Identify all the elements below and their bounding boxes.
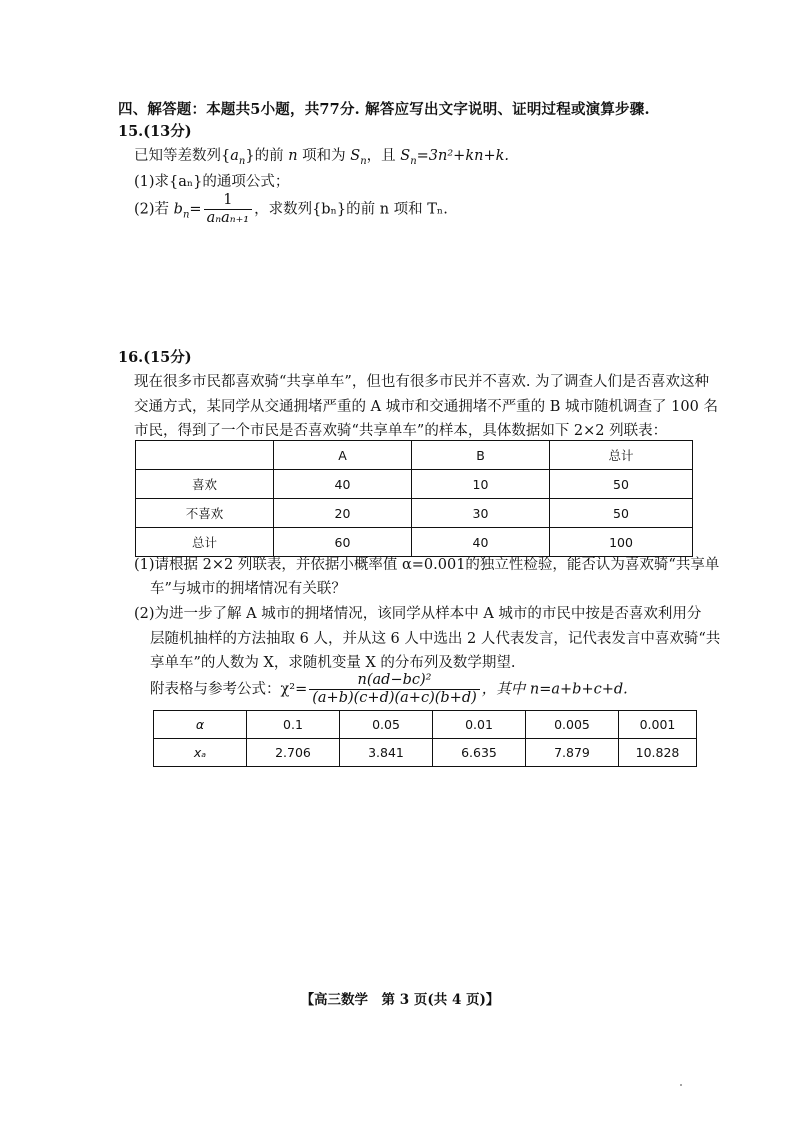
table-cell: 总计 [136,528,274,557]
table-cell: 不喜欢 [136,499,274,528]
table-cell: 0.1 [247,711,340,739]
table-cell [136,441,274,470]
table-cell: 0.05 [340,711,433,739]
table-row [136,470,693,499]
table-cell: 40 [412,528,550,557]
contingency-table [135,440,693,557]
chi-square-fraction: $\frac{\text{n(ad−bc)²}}{(a+b)(c+d)(a+c)(b+d)}$ [309,672,480,707]
table-cell: 6.635 [433,739,526,767]
table-row [136,499,693,528]
fraction-1-over-an-an1: $\frac{1}{\text{aₙaₙ₊₁}}$ [204,192,253,227]
table-cell: 60 [274,528,412,557]
critical-value-table [153,710,697,767]
table-cell: 0.001 [619,711,697,739]
question-15-part-1: (1)求{aₙ}的通项公式； [134,174,290,190]
page-footer: 【高三数学 第 3 页(共 4 页)】 [300,992,500,1008]
table-cell: α [154,711,247,739]
question-16-part-2-line-1: (2)为进一步了解 A 城市的拥堵情况，该同学从样本中 A 城市的市民中按是否喜欢利用分 [134,606,702,622]
table-cell: 7.879 [526,739,619,767]
question-16-intro-line-1: 现在很多市民都喜欢骑“共享单车”，但也有很多市民并不喜欢. 为了调查人们是否喜欢这种 [134,374,710,390]
table-cell: 50 [550,499,693,528]
table-cell: B [412,441,550,470]
question-16-part-1-line-2: 车”与城市的拥堵情况有关联？ [150,581,346,597]
table-cell: 总计 [550,441,693,470]
table-cell: 10.828 [619,739,697,767]
reference-formula: 附表格与参考公式：χ²= $\frac{\text{n(ad−bc)²}}{(a+b)(c+d)(a+c)(b+d)}$ ，其中 n=a+b+c+d. [150,672,628,706]
table-header-row [136,441,693,470]
table-cell: 50 [550,470,693,499]
section-heading: 四、解答题：本题共5小题，共77分. 解答应写出文字说明、证明过程或演算步骤. [118,101,650,118]
question-15-stem: 已知等差数列$\{a_n\}$的前 n 项和为 $S_n$，且 $S_n=3n^2+kn+k$. [134,148,509,167]
question-16-intro-line-3: 市民，得到了一个市民是否喜欢骑“共享单车”的样本，具体数据如下 2×2 列联表： [134,423,668,439]
table-row [154,739,697,767]
question-16-part-2-line-3: 享单车”的人数为 X，求随机变量 X 的分布列及数学期望. [150,655,516,671]
table-cell: 40 [274,470,412,499]
table-cell: 0.01 [433,711,526,739]
table-cell: 喜欢 [136,470,274,499]
table-cell: A [274,441,412,470]
table-cell: 30 [412,499,550,528]
question-15-number: 15.(13分) [118,123,192,140]
table-cell: 10 [412,470,550,499]
table-cell: xₐ [154,739,247,767]
question-16-intro-line-2: 交通方式，某同学从交通拥堵严重的 A 城市和交通拥堵不严重的 B 城市随机调查了 100 名 [134,399,718,415]
table-cell: 20 [274,499,412,528]
table-cell: 0.005 [526,711,619,739]
scan-speck [680,1084,682,1086]
question-15-part-2: (2)若 $b_n=$ $\frac{1}{\text{aₙaₙ₊₁}}$ ，求数列{bₙ}的前 n 项和 Tₙ. [134,192,448,226]
table-cell: 2.706 [247,739,340,767]
table-cell: 3.841 [340,739,433,767]
table-row [154,711,697,739]
question-16-part-1-line-1: (1)请根据 2×2 列联表，并依据小概率值 α=0.001的独立性检验，能否认为喜欢骑“共享单 [134,557,720,573]
table-cell: 100 [550,528,693,557]
question-16-number: 16.(15分) [118,349,192,366]
question-16-part-2-line-2: 层随机抽样的方法抽取 6 人，并从这 6 人中选出 2 人代表发言，记代表发言中喜欢骑“共 [150,631,721,647]
